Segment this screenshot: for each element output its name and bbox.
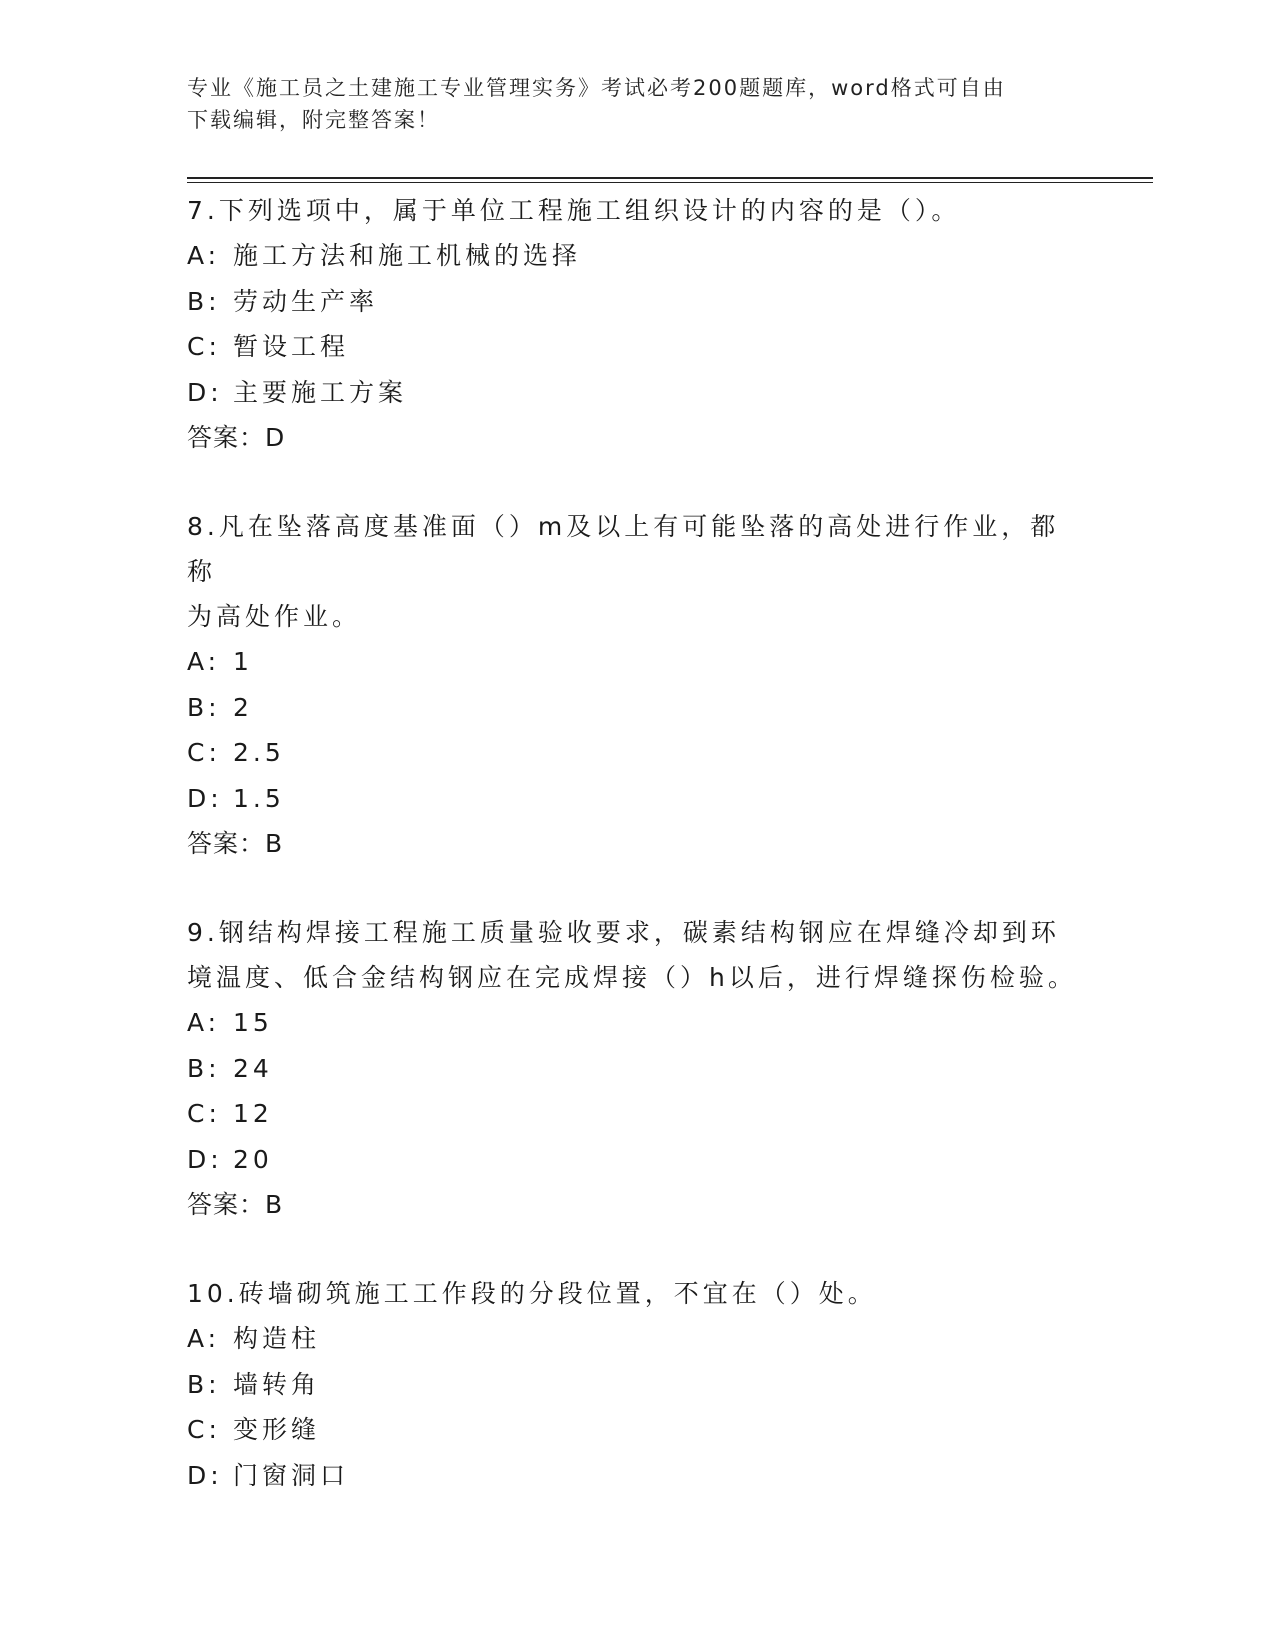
option-text: 主要施工方案 — [233, 377, 408, 407]
option-text: 24 — [233, 1053, 273, 1083]
option-d — [187, 1137, 1087, 1183]
answer: 答案：B — [187, 1190, 284, 1219]
option-key: D: — [187, 783, 223, 813]
option-key: B: — [187, 286, 221, 316]
option-key: A: — [187, 647, 221, 676]
option-text: 变形缝 — [233, 1415, 321, 1444]
option-text: 20 — [233, 1144, 273, 1174]
question-7 — [187, 188, 1087, 460]
option-key: C: — [187, 738, 221, 767]
option-a — [187, 233, 1087, 279]
document-header — [187, 72, 1087, 136]
question-stem-line-1: 9.钢结构焊接工程施工质量验收要求，碳素结构钢应在焊缝冷却到环 — [187, 918, 1060, 947]
option-a — [187, 1316, 1087, 1362]
question-stem: 10.砖墙砌筑施工工作段的分段位置，不宜在（）处。 — [187, 1279, 877, 1308]
option-key: D: — [187, 1460, 223, 1490]
option-b — [187, 685, 1087, 731]
answer: 答案：B — [187, 829, 284, 858]
option-key: C: — [187, 332, 221, 361]
option-b — [187, 279, 1087, 325]
option-b — [187, 1362, 1087, 1408]
header-line-1: 专业《施工员之土建施工专业管理实务》考试必考200题题库，word格式可自由 — [187, 76, 1006, 100]
option-key: B: — [187, 1053, 221, 1083]
header-divider-thick — [187, 177, 1153, 179]
answer: 答案：D — [187, 423, 286, 452]
option-text: 15 — [233, 1008, 273, 1037]
option-text: 劳动生产率 — [233, 286, 379, 316]
option-text: 2 — [233, 692, 253, 722]
question-10 — [187, 1271, 1087, 1498]
option-key: C: — [187, 1099, 221, 1128]
option-text: 施工方法和施工机械的选择 — [233, 241, 582, 270]
option-b — [187, 1046, 1087, 1092]
option-text: 构造柱 — [233, 1324, 321, 1353]
question-stem-line-2: 为高处作业。 — [187, 602, 362, 631]
option-key: B: — [187, 1369, 221, 1399]
question-list — [187, 188, 1087, 1542]
question-stem-line-1: 8.凡在坠落高度基准面（）m及以上有可能坠落的高处进行作业，都称 — [187, 512, 1060, 586]
question-9 — [187, 910, 1087, 1227]
option-c — [187, 1407, 1087, 1453]
question-stem-line-2: 境温度、低合金结构钢应在完成焊接（）h以后，进行焊缝探伤检验。 — [187, 963, 1077, 992]
option-c — [187, 1091, 1087, 1137]
option-text: 12 — [233, 1099, 273, 1128]
header-line-2: 下载编辑，附完整答案！ — [187, 108, 440, 132]
header-divider-thin — [187, 182, 1153, 183]
option-key: C: — [187, 1415, 221, 1444]
option-text: 墙转角 — [233, 1369, 321, 1399]
option-key: A: — [187, 1008, 221, 1037]
question-stem: 7.下列选项中，属于单位工程施工组织设计的内容的是（）。 — [187, 196, 961, 225]
option-d — [187, 776, 1087, 822]
option-key: A: — [187, 1324, 221, 1353]
option-text: 2.5 — [233, 738, 285, 767]
option-key: D: — [187, 377, 223, 407]
option-d — [187, 370, 1087, 416]
option-c — [187, 324, 1087, 370]
option-text: 1 — [233, 647, 253, 676]
option-text: 暂设工程 — [233, 332, 350, 361]
option-key: B: — [187, 692, 221, 722]
option-text: 1.5 — [233, 783, 285, 813]
option-d — [187, 1453, 1087, 1499]
option-key: D: — [187, 1144, 223, 1174]
option-key: A: — [187, 241, 221, 270]
option-a — [187, 639, 1087, 685]
option-text: 门窗洞口 — [233, 1460, 350, 1490]
question-8 — [187, 504, 1087, 866]
option-c — [187, 730, 1087, 776]
option-a — [187, 1000, 1087, 1046]
